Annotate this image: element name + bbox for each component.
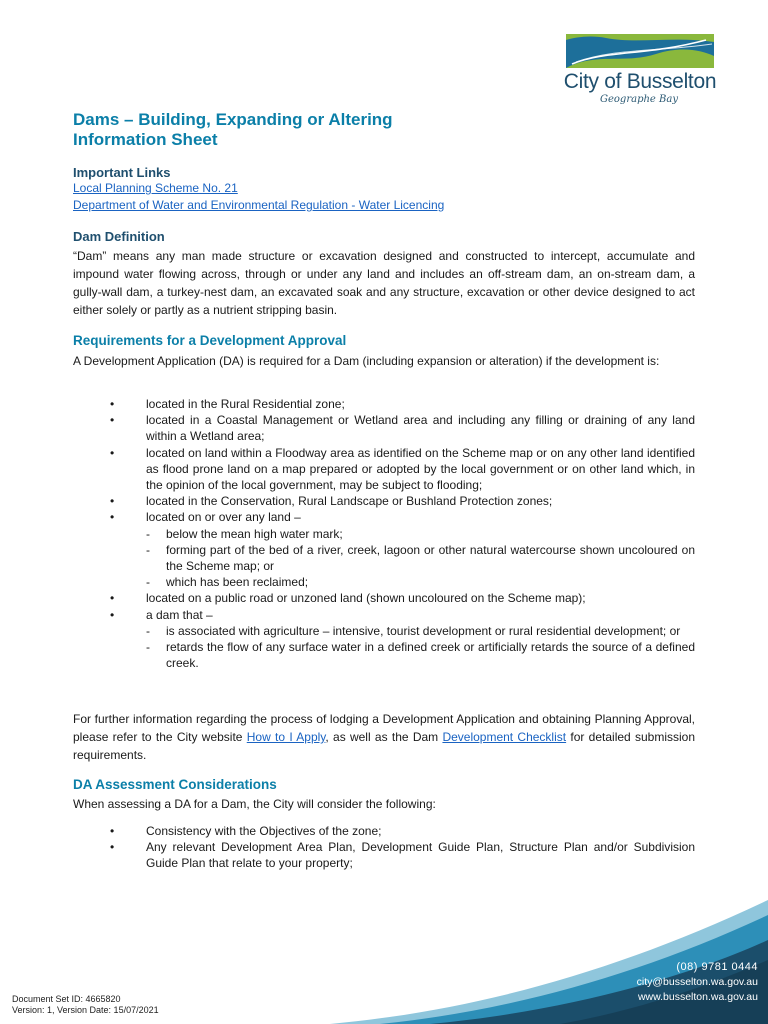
land-sub-list — [146, 526, 695, 591]
bullet-icon: • — [110, 413, 115, 428]
contact-website: www.busselton.wa.gov.au — [637, 991, 758, 1003]
assessment-heading: DA Assessment Considerations — [73, 777, 277, 792]
dam-definition-text: “Dam” means any man made structure or excavation designed and constructed to intercept, accumulate and impound water flowing across, through or under any land and includes an off-stream dam, an on-stream dam, a gully-wall dam, a turkey-nest dam, an excavated soak and any structure, excavation or other device designed to act either solely or partly as a nutrient stripping basin. — [73, 249, 695, 317]
link-local-planning-scheme[interactable]: Local Planning Scheme No. 21 — [73, 181, 238, 195]
bullet-icon: • — [110, 445, 115, 460]
sub-list-item: - below the mean high water mark; — [146, 526, 343, 541]
logo-landscape-icon — [566, 34, 714, 68]
logo-tagline: Geographe Bay — [600, 94, 678, 105]
list-item: • located on a public road or unzoned land (shown uncoloured on the Scheme map); — [110, 591, 586, 606]
bullet-icon: • — [110, 607, 115, 622]
list-item: • Any relevant Development Area Plan, Development Guide Plan, Structure Plan and/or Subdivision Guide Plan that relate to your property; — [110, 840, 695, 871]
bullet-icon: • — [110, 494, 115, 509]
list-item: • Consistency with the Objectives of the zone; — [110, 824, 382, 838]
contact-details — [637, 960, 758, 1005]
how-to-apply-link[interactable]: How to I Apply — [246, 730, 326, 744]
bullet-icon: • — [110, 397, 115, 411]
list-item: • located in a Coastal Management or Wetland area and including any filling or draining of any land within a Wetland area; — [110, 413, 695, 444]
sub-list-item: - forming part of the bed of a river, creek, lagoon or other natural watercourse shown uncoloured on the Scheme map; or — [146, 542, 695, 574]
title-line-1: Dams – Building, Expanding or Altering — [73, 110, 393, 129]
bullet-icon: • — [110, 824, 115, 838]
list-item: • located in the Rural Residential zone; — [110, 397, 345, 411]
document-set-id: Document Set ID: 4665820 — [12, 994, 121, 1004]
document-info — [12, 994, 159, 1016]
page-title — [73, 110, 393, 150]
list-item: • located on or over any land – - below the mean high water mark; - forming part of the bed of a river, creek, lagoon or other natural watercourse shown uncoloured on the Scheme map; or - which has been reclaimed; — [110, 510, 695, 590]
dash-icon: - — [146, 526, 150, 541]
assessment-intro: When assessing a DA for a Dam, the City will consider the following: — [73, 797, 436, 811]
logo-name: City of Busselton — [563, 70, 717, 93]
sub-list-item: - which has been reclaimed; — [146, 575, 309, 590]
dash-icon: - — [146, 575, 150, 590]
list-item: • a dam that – - is associated with agriculture – intensive, tourist development or rural residential development; or - retards the flow of any surface water in a defined creek or artificially retards the source of a defined creek. — [110, 607, 695, 671]
contact-email: city@busselton.wa.gov.au — [636, 976, 758, 988]
document-version: Version: 1, Version Date: 15/07/2021 — [12, 1005, 159, 1015]
bullet-icon: • — [110, 840, 115, 855]
dash-icon: - — [146, 640, 150, 655]
city-of-busselton-logo — [560, 30, 720, 105]
dash-icon: - — [146, 623, 150, 638]
requirements-list — [73, 396, 695, 671]
requirements-heading: Requirements for a Development Approval — [73, 333, 347, 348]
bullet-icon: • — [110, 510, 115, 525]
important-links-heading: Important Links — [73, 165, 171, 180]
link-water-licencing[interactable]: Department of Water and Environmental Regulation - Water Licencing — [73, 198, 445, 212]
list-item: • located on land within a Floodway area as identified on the Scheme map or on any other land identified as flood prone land on a map prepared or adopted by the local government or on other land which, in the opinion of the local government, may be subject to flooding; — [110, 445, 695, 493]
development-checklist-link[interactable]: Development Checklist — [442, 730, 567, 744]
dash-icon: - — [146, 542, 150, 557]
requirements-intro: A Development Application (DA) is required for a Dam (including expansion or alteration) if the development is: — [73, 354, 660, 368]
title-line-2: Information Sheet — [73, 130, 218, 149]
list-item: • located in the Conservation, Rural Landscape or Bushland Protection zones; — [110, 494, 553, 509]
sub-list-item: - retards the flow of any surface water in a defined creek or artificially retards the source of a defined creek. — [146, 640, 695, 671]
dam-sub-list — [146, 623, 695, 672]
bullet-icon: • — [110, 591, 115, 606]
sub-list-item: - is associated with agriculture – intensive, tourist development or rural residential development; or — [146, 623, 681, 638]
contact-phone: (08) 9781 0444 — [676, 961, 758, 973]
further-information-text: For further information regarding the process of lodging a Development Application and obtaining Planning Approval, please refer to the City website How to I Apply, as well as the Dam Development Checklist for detailed submission requirements. — [73, 712, 696, 762]
dam-definition-heading: Dam Definition — [73, 229, 165, 244]
